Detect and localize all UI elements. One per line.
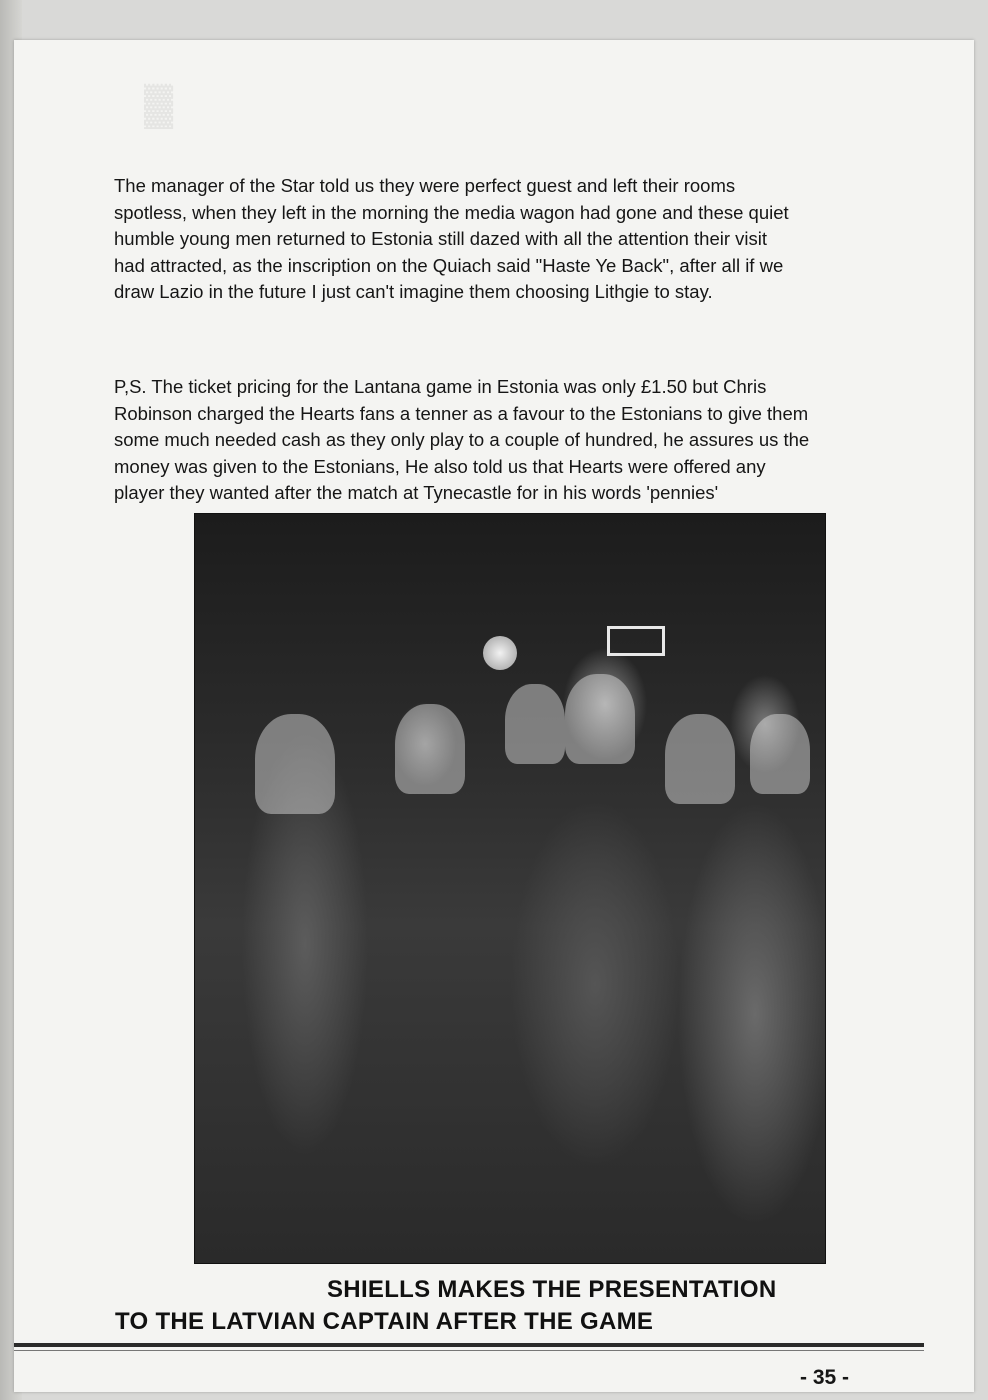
- page-number: - 35 -: [800, 1366, 850, 1389]
- photo-caption-line-2: TO THE LATVIAN CAPTAIN AFTER THE GAME: [115, 1308, 654, 1335]
- footer-rule-thin: [14, 1350, 924, 1351]
- person-figure: [665, 714, 735, 804]
- presentation-photo: [194, 513, 826, 1264]
- person-figure: [750, 714, 810, 794]
- footer-rule: [14, 1343, 924, 1347]
- exit-sign: [607, 626, 665, 656]
- show-through-text: ▓: [144, 81, 174, 126]
- article-paragraph-2: P,S. The ticket pricing for the Lantana game in Estonia was only £1.50 but Chris Robinson charged the Hearts fans a tenner as a favour to the Estonians to give them some much needed cash as they only play to a couple of hundred, he assures us the money was given to the Estonians, He also told us that Hearts were offered any player they wanted after the match at Tynecastle for in his words 'pennies': [114, 376, 810, 503]
- person-figure: [565, 674, 635, 764]
- person-figure: [255, 714, 335, 814]
- article-paragraph-1: The manager of the Star told us they were perfect guest and left their rooms spotless, when they left in the morning the media wagon had gone and these quiet humble young men returned to Estonia still dazed with all the attention their visit had attracted, as the inscription on the Quiach said "Haste Ye Back", after all if we draw Lazio in the future I just can't imagine them choosing Lithgie to stay.: [114, 175, 789, 302]
- magazine-page: [14, 40, 974, 1392]
- ceiling-lamp: [483, 636, 517, 670]
- photo-caption-line-1: SHIELLS MAKES THE PRESENTATION: [327, 1276, 777, 1303]
- person-figure: [395, 704, 465, 794]
- person-figure: [505, 684, 565, 764]
